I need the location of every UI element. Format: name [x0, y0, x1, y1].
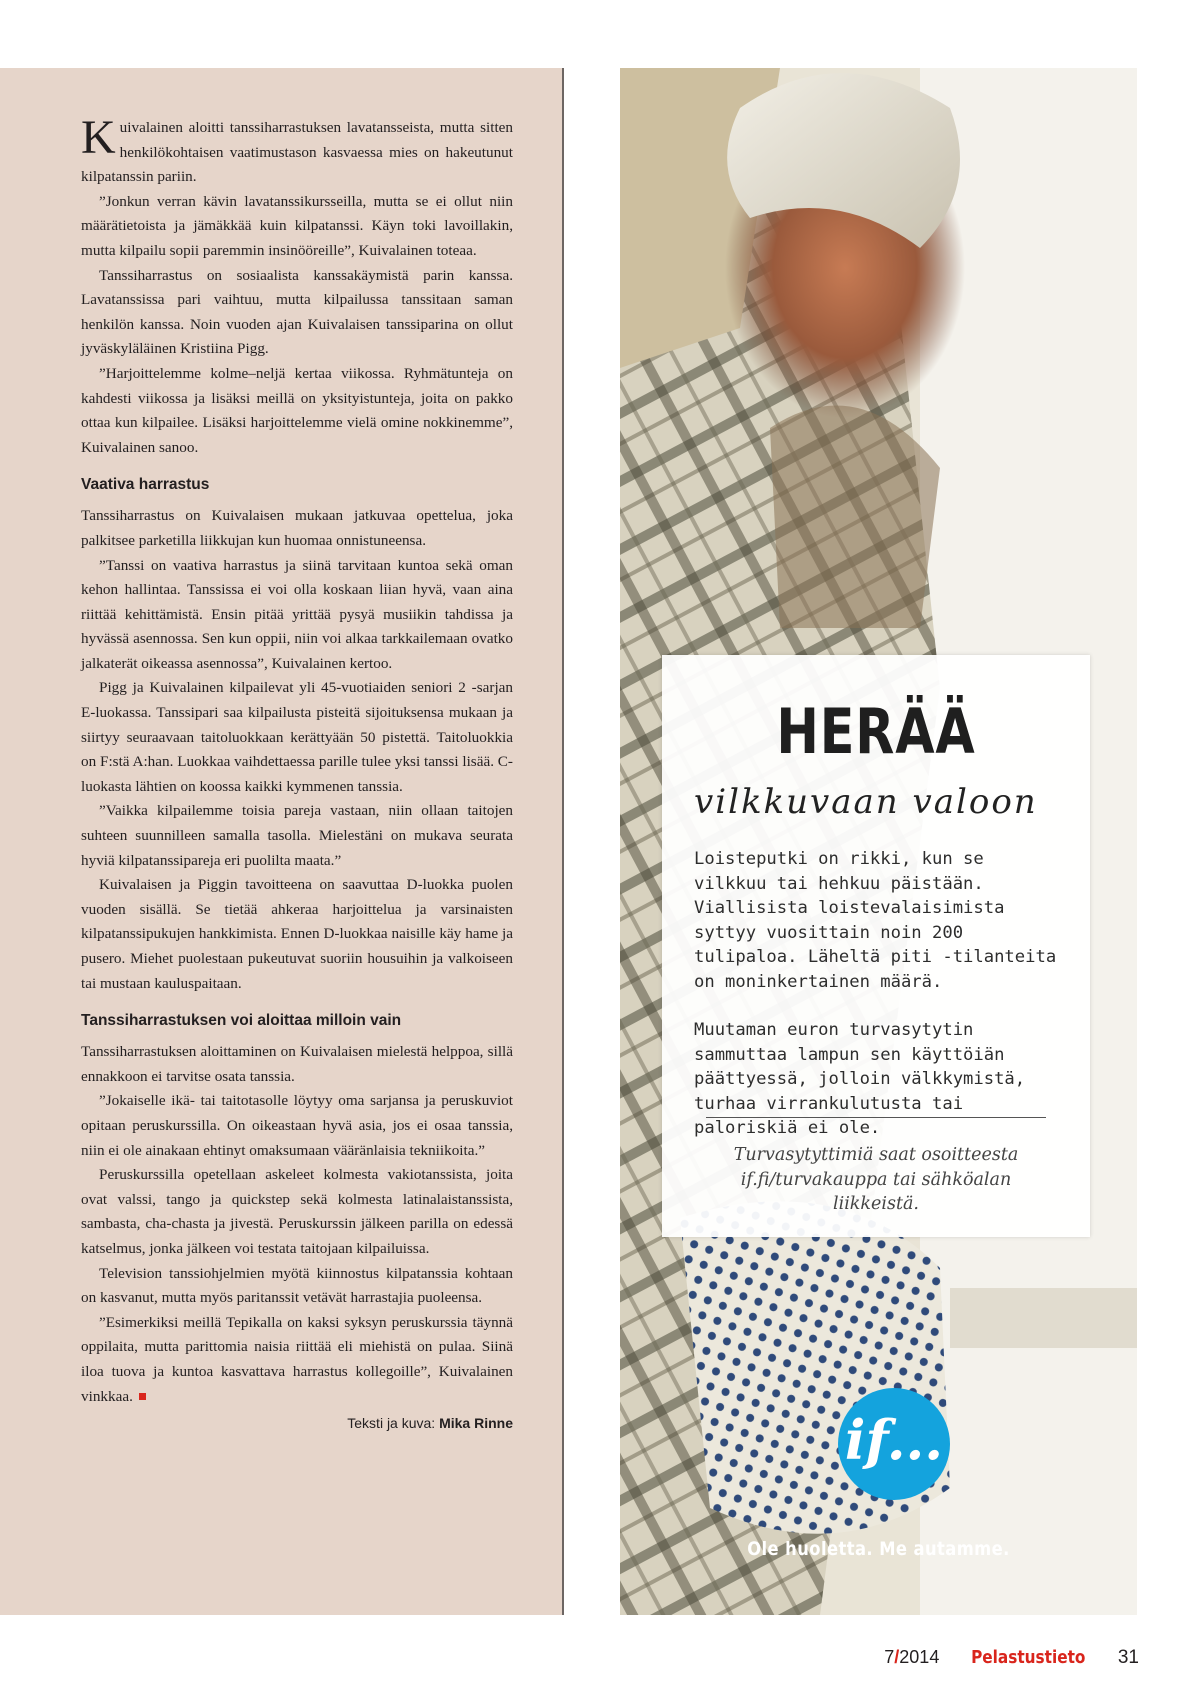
- article-paragraph: ”Vaikka kilpailemme toisia pareja vastaan, niin ollaan taitojen suhteen suunnilleen samalla tasolla. Mielestäni on mukava seurata hyviä kilpatanssipareja eri puolilta maata.”: [81, 802, 513, 869]
- section-heading: Vaativa harrastus: [81, 476, 210, 494]
- if-logo: if...: [838, 1388, 950, 1500]
- article-paragraph: ”Jokaiselle ikä- tai taitotasolle löytyy oma sarjansa ja peruskuviot opitaan peruskurssilla. On oikeastaan hyvä asia, jos ei osaa tanssia, niin ei ole ainakaan ehtinyt omaksumaan vääränlaisia tekniikoita.”: [81, 1092, 513, 1159]
- article-paragraph: ”Jonkun verran kävin lavatanssikursseilla, mutta se ei ollut niin määrätietoista ja jämäkkää kuin kilpatanssi. Käyn toki lavoillakin, mutta kilpailu sopii paremmin insinööreille”, Kuivalainen toteaa.: [81, 192, 513, 259]
- ad-headline: HERÄÄ: [776, 695, 976, 768]
- end-mark-icon: [139, 1393, 146, 1400]
- article-paragraph: Peruskurssilla opetellaan askeleet kolmesta vakiotanssista, joita ovat valssi, tango ja quickstep sekä kolmesta latinalaistanssista, sambasta, cha-chasta ja jivestä. Peruskurssin jälkeen parilla on edessä katselmus, jonka jälkeen voi testata taitojaan kilpailuissa.: [81, 1166, 513, 1257]
- article-panel: [0, 68, 564, 1615]
- article-paragraph: Kuivalaisen ja Piggin tavoitteena on saavuttaa D-luokka puolen vuoden sisällä. Se tietää ahkeraa harjoittelua ja varsinaisten kilpatanssipukujen hankkimista. Ennen D-luokkaa naisille käy hame ja pusero. Miehet puolestaan pukeutuvat suoriin housuihin ja valkoiseen tai mustaan kauluspaitaan.: [81, 876, 513, 992]
- magazine-brand: Pelastustieto: [971, 1647, 1086, 1668]
- issue-number: 7/2014: [884, 1647, 940, 1667]
- article-paragraph: Tanssiharrastus on sosiaalista kanssakäymistä parin kanssa. Lavatanssissa pari vaihtuu, mutta kilpailussa tanssitaan saman henkilön kanssa. Noin vuoden ajan Kuivalaisen tanssiparina on ollut jyväskyläläinen Kristiina Pigg.: [81, 266, 513, 358]
- ad-slogan: Ole huoletta. Me autamme.: [747, 1538, 1010, 1560]
- ad-paragraph: Loisteputki on rikki, kun se vilkkuu tai hehkuu päistään. Viallisista loistevalaisimista syttyy vuosittain noin 200 tulipaloa. Läheltä piti -tilanteita on moninkertainen määrä.: [694, 849, 1057, 992]
- article-body: [81, 111, 513, 1436]
- article-paragraph: ”Harjoittelemme kolme–neljä kertaa viikossa. Ryhmätunteja on kahdesti viikossa ja lisäksi meillä on yksityistunteja, joita on pakko ottaa kun kilpailee. Lisäksi harjoittelemme vielä omine nokkinemme”, Kuivalainen sanoo.: [81, 364, 513, 456]
- ad-note: Turvasytyttimiä saat osoitteesta if.fi/turvakauppa tai sähköalan liikkeistä.: [733, 1145, 1019, 1214]
- ad-text-box: [662, 655, 1090, 1237]
- article-paragraph: Pigg ja Kuivalainen kilpailevat yli 45-vuotiaiden seniori 2 -sarjan E-luokassa. Tanssipari saa kilpailusta pisteitä sijoituksensa mukaan ja siirtyy seuraavaan taitoluokkaan kerättyään 50 pistettä. Taitoluokkia on F:stä A:han. Luokkaa vaihdettaessa parille tulee yksi tanssi lisää. C-luokasta lähtien on koossa kaikki kymmenen tanssia.: [81, 679, 513, 795]
- article-paragraph: ”Esimerkiksi meillä Tepikalla on kaksi syksyn peruskurssia täynnä oppilaita, mutta parittomia naisia riittää eli miehistä on pulaa. Siinä iloa tuova ja kuntoa kasvattava harrastus kollegoille”, Kuivalainen vinkkaa.: [81, 1313, 513, 1405]
- drop-cap: K: [81, 111, 116, 164]
- ad-paragraph: Muutaman euron turvasytytin sammuttaa lampun sen käyttöiän päättyessä, jolloin välkkymistä, turhaa virrankulutusta tai paloriskiä ei ole.: [694, 1020, 1026, 1138]
- article-paragraph: Kuivalainen aloitti tanssiharrastuksen lavatansseista, mutta sitten henkilökohtaisen vaatimustason kasvaessa mies on hakeutunut kilpatanssin pariin.: [81, 111, 513, 186]
- article-paragraph: Tanssiharrastuksen aloittaminen on Kuivalaisen mielestä helppoa, sillä ennakkoon ei tarvitse osata tanssia.: [81, 1043, 513, 1085]
- article-paragraph: Tanssiharrastus on Kuivalaisen mukaan jatkuvaa opettelua, joka palkitsee parketilla liikkujan kun huomaa onnistuneensa.: [81, 507, 513, 549]
- article-paragraph: ”Tanssi on vaativa harrastus ja siinä tarvitaan kuntoa sekä oman kehon hallintaa. Tanssissa ei voi olla koskaan liian hyvä, vaan aina riittää kehittämistä. Ensin pitää yrittää pysyä musiikin tahdissa ja hyvässä asennossa. Sen kun oppii, niin voi alkaa tarkkailemaan ovatko jalkaterät oikeassa asennossa”, Kuivalainen kertoo.: [81, 556, 513, 672]
- page-footer: [884, 1647, 1139, 1669]
- advertisement: [620, 68, 1137, 1615]
- ad-script-subtitle: vilkkuvaan valoon: [694, 782, 1038, 822]
- page-number: 31: [1117, 1647, 1139, 1668]
- ad-divider: [706, 1117, 1046, 1118]
- article-paragraph: Television tanssiohjelmien myötä kiinnostus kilpatanssia kohtaan on kasvanut, mutta myös paritanssit vetävät harrastajia puoleensa.: [81, 1264, 513, 1307]
- section-heading: Tanssiharrastuksen voi aloittaa milloin vain: [81, 1012, 402, 1030]
- byline: Teksti ja kuva: Mika Rinne: [347, 1415, 513, 1432]
